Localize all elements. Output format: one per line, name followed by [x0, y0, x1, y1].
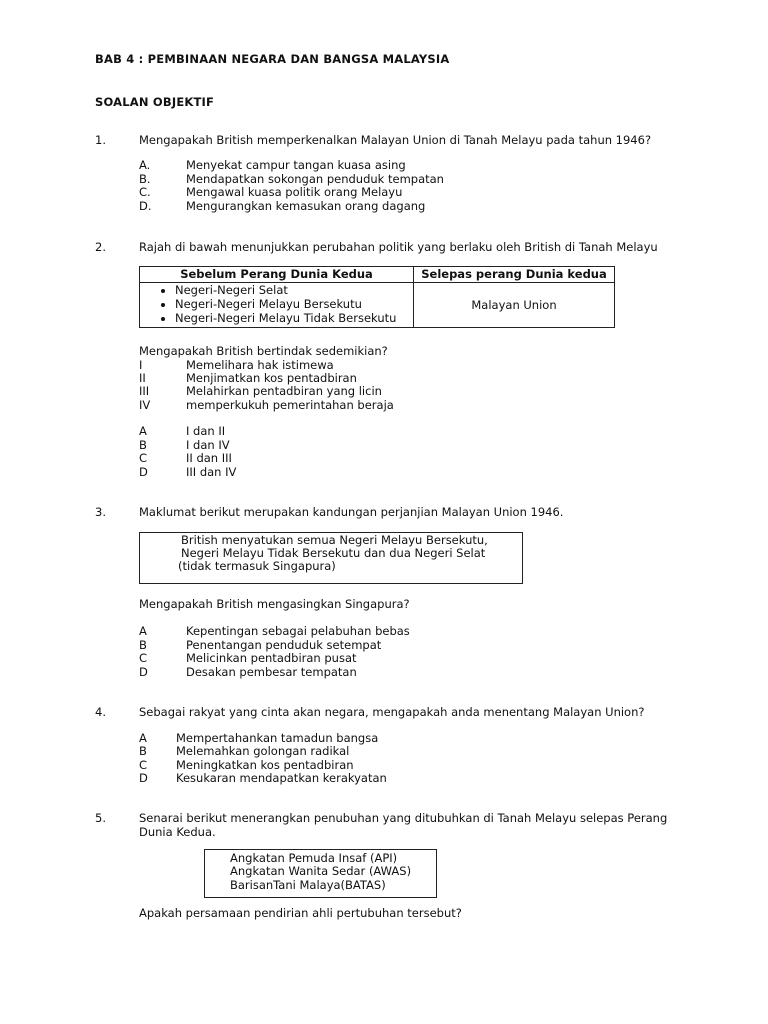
question-text: Maklumat berikut merupakan kandungan perjanjian Malayan Union 1946.	[139, 505, 564, 519]
question-prompt: Apakah persamaan pendirian ahli pertubuhan tersebut?	[139, 906, 462, 920]
table-header-after: Selepas perang Dunia kedua	[414, 267, 615, 283]
option-text: II dan III	[186, 451, 232, 465]
question-number: 1.	[95, 133, 106, 147]
option-letter: B	[139, 438, 147, 452]
organization-item: Angkatan Wanita Sedar (AWAS)	[230, 864, 412, 878]
option-letter: A.	[139, 158, 151, 172]
statement-numeral: IV	[139, 398, 151, 412]
option-text: Mempertahankan tamadun bangsa	[176, 731, 379, 745]
question-text: Sebagai rakyat yang cinta akan negara, mengapakah anda menentang Malayan Union?	[139, 705, 645, 719]
statement-text: memperkukuh pemerintahan beraja	[186, 398, 394, 412]
option-text: III dan IV	[186, 465, 237, 479]
option-letter: D.	[139, 199, 152, 213]
question-text-continued: Dunia Kedua.	[139, 825, 216, 839]
question-text: Mengapakah British memperkenalkan Malayan Union di Tanah Melayu pada tahun 1946?	[139, 133, 652, 147]
option-letter: C.	[139, 185, 151, 199]
document-title: BAB 4 : PEMBINAAN NEGARA DAN BANGSA MALAYSIA	[95, 52, 450, 66]
list-item: • Negeri-Negeri Melayu Tidak Bersekutu	[175, 311, 413, 325]
table-cell-before	[140, 283, 414, 328]
table-cell-after: Malayan Union	[414, 283, 615, 328]
info-box-line: British menyatukan semua Negeri Melayu Bersekutu,	[181, 533, 488, 547]
option-letter: C	[139, 451, 148, 465]
list-item: • Negeri-Negeri Melayu Bersekutu	[175, 297, 413, 311]
option-letter: B.	[139, 172, 151, 186]
option-letter: C	[139, 651, 148, 665]
statement-text: Memelihara hak istimewa	[186, 358, 334, 372]
option-text: Kepentingan sebagai pelabuhan bebas	[186, 624, 410, 638]
question-number: 5.	[95, 811, 106, 825]
section-heading: SOALAN OBJEKTIF	[95, 95, 215, 109]
option-letter: A	[139, 624, 147, 638]
option-text: I dan II	[186, 424, 226, 438]
option-text: Mendapatkan sokongan penduduk tempatan	[186, 172, 444, 186]
option-text: Melemahkan golongan radikal	[176, 744, 350, 758]
option-letter: A	[139, 424, 147, 438]
option-letter: D	[139, 665, 148, 679]
list-item: • Negeri-Negeri Selat	[175, 283, 413, 297]
organization-item: BarisanTani Malaya(BATAS)	[230, 878, 386, 892]
organization-item: Angkatan Pemuda Insaf (API)	[230, 851, 398, 865]
option-letter: D	[139, 465, 148, 479]
option-text: Penentangan penduduk setempat	[186, 638, 382, 652]
statement-numeral: III	[139, 384, 150, 398]
statement-numeral: II	[139, 371, 146, 385]
option-text: Meningkatkan kos pentadbiran	[176, 758, 354, 772]
info-box-line: (tidak termasuk Singapura)	[178, 559, 336, 573]
option-letter: D	[139, 771, 148, 785]
question-prompt: Mengapakah British bertindak sedemikian?	[139, 344, 388, 358]
statement-numeral: I	[139, 358, 143, 372]
option-text: Mengawal kuasa politik orang Melayu	[186, 185, 403, 199]
question-number: 4.	[95, 705, 106, 719]
statement-text: Melahirkan pentadbiran yang licin	[186, 384, 382, 398]
option-letter: B	[139, 744, 147, 758]
option-letter: B	[139, 638, 147, 652]
info-box-line: Negeri Melayu Tidak Bersekutu dan dua Negeri Selat	[181, 546, 486, 560]
option-text: Kesukaran mendapatkan kerakyatan	[176, 771, 387, 785]
option-text: I dan IV	[186, 438, 230, 452]
question-text: Rajah di bawah menunjukkan perubahan politik yang berlaku oleh British di Tanah Melayu	[139, 240, 658, 254]
question-number: 3.	[95, 505, 106, 519]
option-text: Desakan pembesar tempatan	[186, 665, 357, 679]
option-letter: A	[139, 731, 147, 745]
option-text: Mengurangkan kemasukan orang dagang	[186, 199, 426, 213]
question-prompt: Mengapakah British mengasingkan Singapura?	[139, 597, 410, 611]
question-text: Senarai berikut menerangkan penubuhan yang ditubuhkan di Tanah Melayu selepas Perang	[139, 811, 668, 825]
option-text: Menyekat campur tangan kuasa asing	[186, 158, 406, 172]
statement-text: Menjimatkan kos pentadbiran	[186, 371, 357, 385]
option-letter: C	[139, 758, 148, 772]
question-number: 2.	[95, 240, 106, 254]
comparison-table	[139, 266, 615, 328]
table-header-before: Sebelum Perang Dunia Kedua	[140, 267, 414, 283]
option-text: Melicinkan pentadbiran pusat	[186, 651, 357, 665]
